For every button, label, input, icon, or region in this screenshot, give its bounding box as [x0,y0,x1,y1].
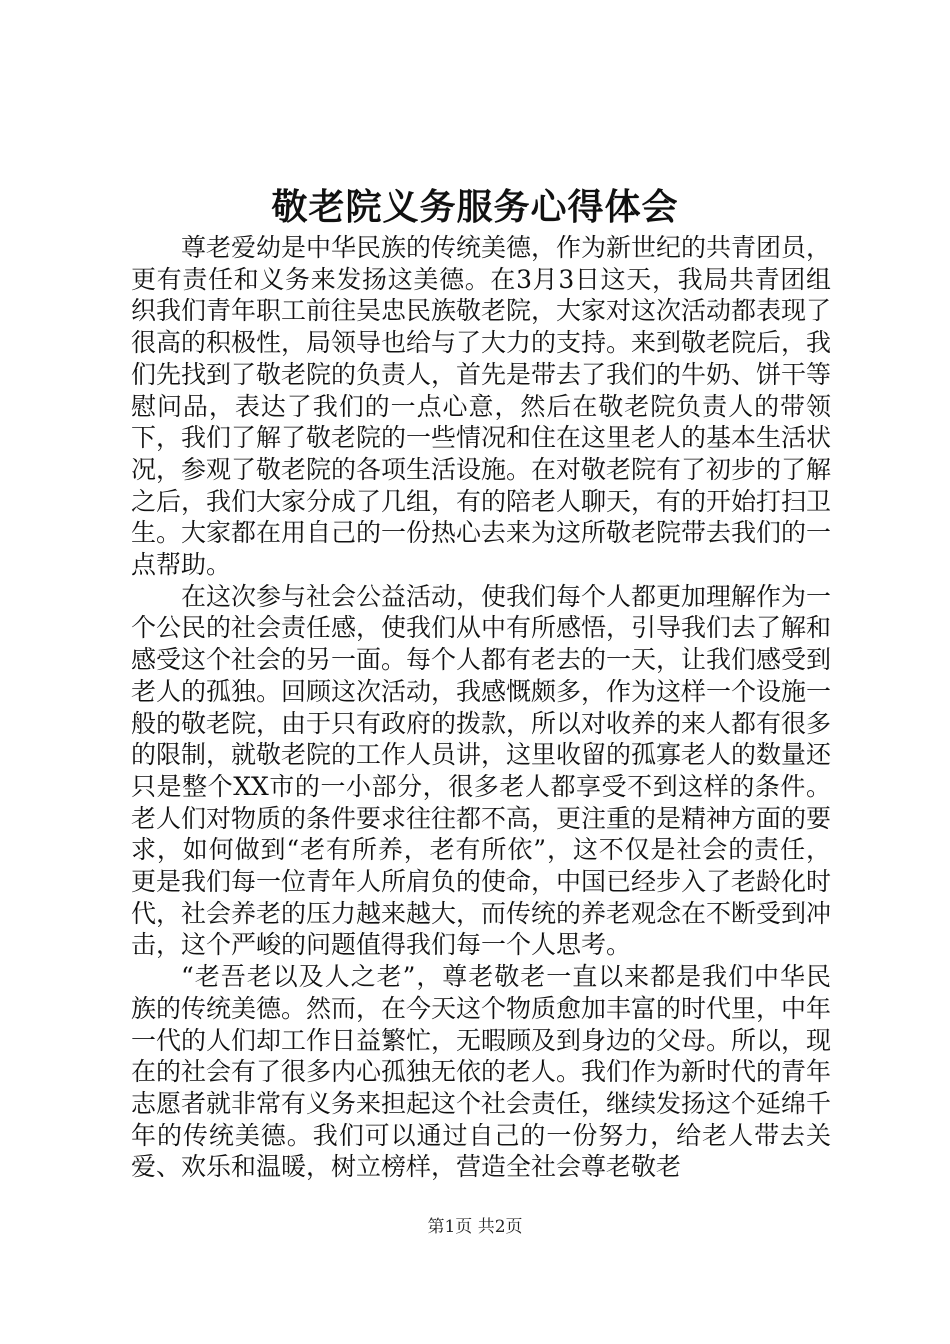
document-body [131,232,831,1183]
paragraph-3: “老吾老以及人之老”，尊老敬老一直以来都是我们中华民族的传统美德。然而，在今天这个物质愈加丰富的时代里，中年一代的人们却工作日益繁忙，无暇顾及到身边的父母。所以，现在的社会有了很多内心孤独无依的老人。我们作为新时代的青年志愿者就非常有义务来担起这个社会责任，继续发扬这个延绵千年的传统美德。我们可以通过自己的一份努力，给老人带去关爱、欢乐和温暖，树立榜样，营造全社会尊老敬老 [131,962,832,1182]
page-number-footer: 第1页 共2页 [427,1217,523,1237]
paragraph-2: 在这次参与社会公益活动，使我们每个人都更加理解作为一个公民的社会责任感，使我们从中有所感悟，引导我们去了解和感受这个社会的另一面。每个人都有老去的一天，让我们感受到老人的孤独。回顾这次活动，我感慨颇多，作为这样一个设施一般的敬老院，由于只有政府的拨款，所以对收养的来人都有很多的限制，就敬老院的工作人员讲，这里收留的孤寡老人的数量还只是整个XX市的一小部分，很多老人都享受不到这样的条件。老人们对物质的条件要求往往都不高，更注重的是精神方面的要求，如何做到“老有所养，老有所依”，这不仅是社会的责任，更是我们每一位青年人所肩负的使命，中国已经步入了老龄化时代，社会养老的压力越来越大，而传统的养老观念在不断受到冲击，这个严峻的问题值得我们每一个人思考。 [131,581,832,960]
document-title: 敬老院义务服务心得体会 [271,187,679,228]
paragraph-1: 尊老爱幼是中华民族的传统美德，作为新世纪的共青团员，更有责任和义务来发扬这美德。在3月3日这天，我局共青团组织我们青年职工前往吴忠民族敬老院，大家对这次活动都表现了很高的积极性，局领导也给与了大力的支持。来到敬老院后，我们先找到了敬老院的负责人，首先是带去了我们的牛奶、饼干等慰问品，表达了我们的一点心意，然后在敬老院负责人的带领下，我们了解了敬老院的一些情况和住在这里老人的基本生活状况，参观了敬老院的各项生活设施。在对敬老院有了初步的了解之后，我们大家分成了几组，有的陪老人聊天，有的开始打扫卫生。大家都在用自己的一份热心去来为这所敬老院带去我们的一点帮助。 [131,233,832,580]
